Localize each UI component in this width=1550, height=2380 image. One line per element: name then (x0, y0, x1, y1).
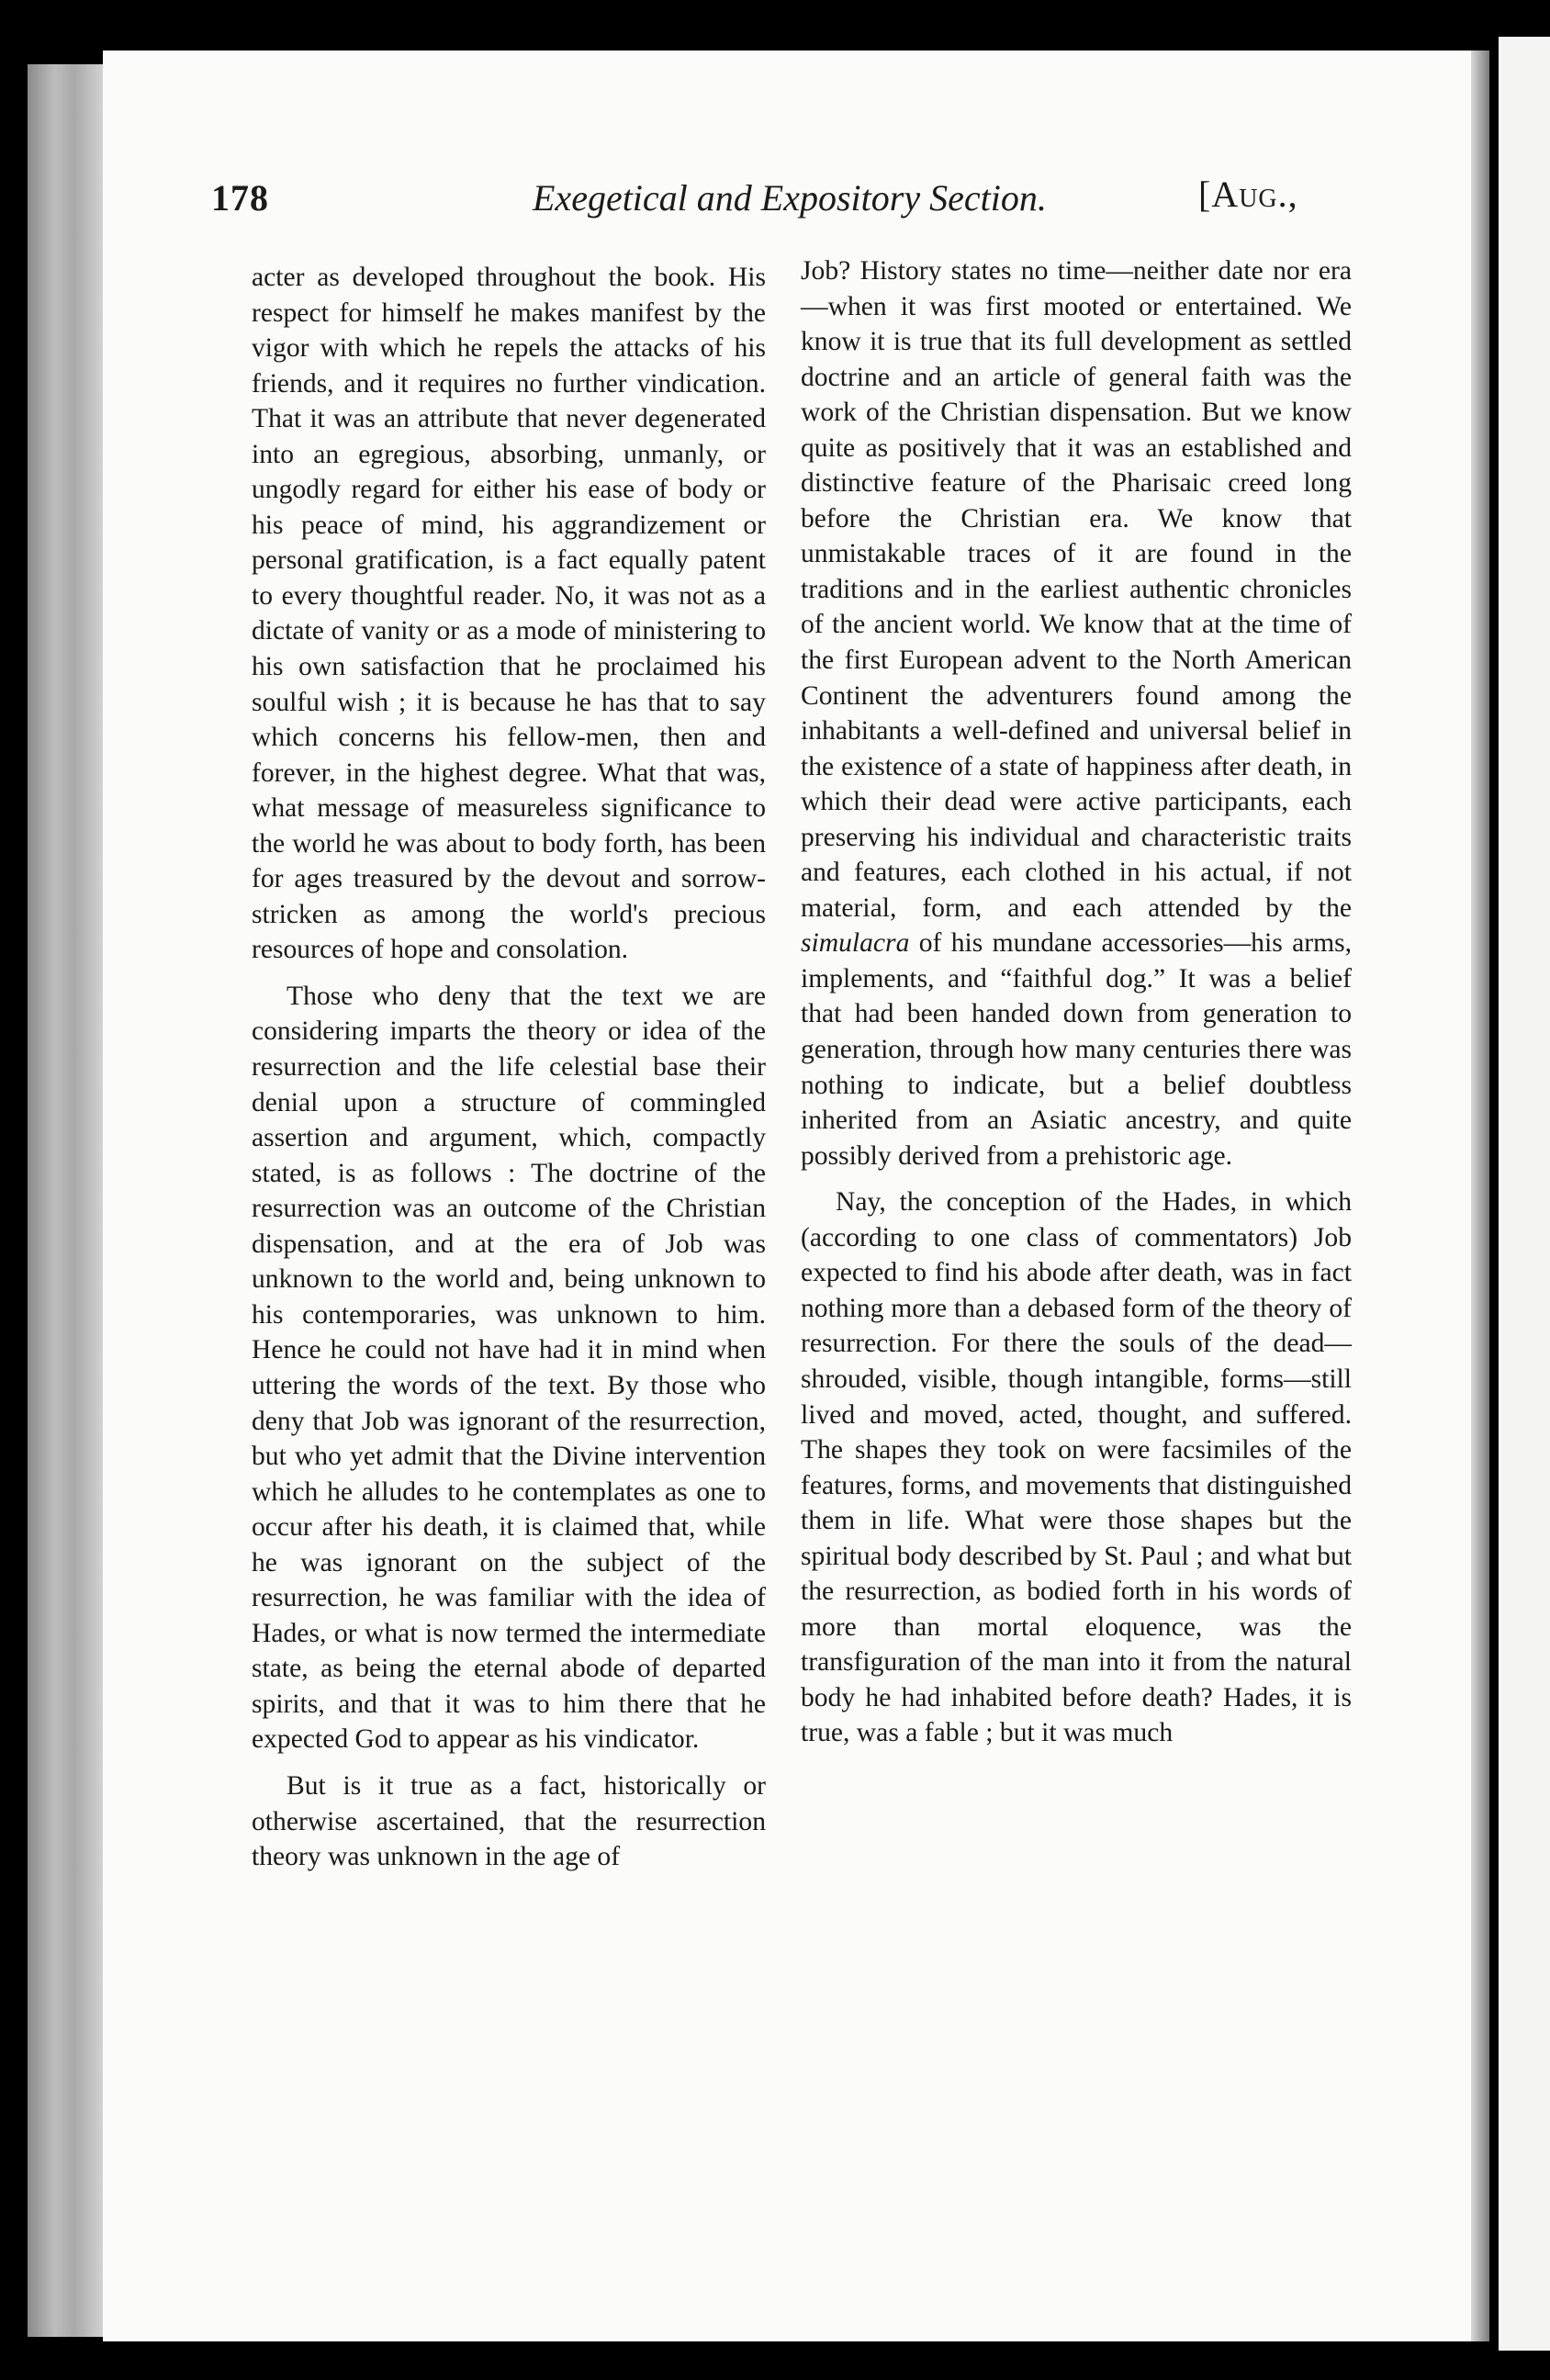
page-number: 178 (211, 177, 269, 219)
left-paragraph-1: acter as developed throughout the book. His respect for himself he makes manifest by the vigor with which he repels the attacks of his friends, and it requires no further vindication. That it was an attribute that never degenerated into an egregious, absorbing, unmanly, or ungodly regard for either his ease of body or his peace of mind, his aggrandizement or personal gratification, is a fact equally patent to every thoughtful reader. No, it was not as a dictate of vanity or as a mode of ministering to his own satisfaction that he proclaimed his soulful wish ; it is because he has that to say which concerns his fellow-men, then and forever, in the highest degree. What that was, what message of measureless significance to the world he was about to body forth, has been for ages treasured by the devout and sorrow-stricken as among the world's precious resources of hope and consolation. (252, 263, 766, 965)
section-title: Exegetical and Expository Section. (533, 177, 1047, 219)
right-paragraph-1 (801, 253, 1352, 1173)
page-edge-shadow (1471, 51, 1489, 2341)
running-head (211, 176, 1405, 241)
right-paragraph-1-part-a: Job? History states no time—neither date nor era—when it was first mooted or entertained. We know it is true that its full development as settled doctrine and an article of general faith was the work of the Christian dispensation. But we know quite as positively that it was an established and distinctive feature of the Pharisaic creed long before the Christian era. We know that unmistakable traces of it are found in the traditions and in the earliest authentic chronicles of the ancient world. We know that at the time of the first European advent to the North American Continent the adventurers found among the inhabitants a well-defined and universal belief in the existence of a state of happiness after death, in which their dead were active participants, each preserving his individual and characteristic traits and features, each clothed in his actual, if not material, form, and each attended by the (801, 256, 1352, 923)
right-column (801, 253, 1352, 1751)
italic-term: simulacra (801, 928, 910, 959)
scan-binding-strip (28, 64, 106, 2337)
issue-date: [Aug., (1198, 174, 1298, 215)
left-column (252, 260, 766, 1875)
right-paragraph-2: Nay, the conception of the Hades, in which (according to one class of commentators) Job expected to find his abode after death, was in fact nothing more than a debased form of the theory of resurrection. For there the souls of the dead—shrouded, visible, though intangible, forms—still lived and moved, acted, thought, and suffered. The shapes they took on were facsimiles of the features, forms, and movements that distinguished them in life. What were those shapes but the spiritual body described by St. Paul ; and what but the resurrection, as bodied forth in his words of more than mortal eloquence, was the transfiguration of the man into it from the natural body he had inhabited before death? Hades, it is true, was a fable ; but it was much (801, 1187, 1352, 1748)
left-paragraph-2: Those who deny that the text we are considering imparts the theory or idea of the resurrection and the life celestial base their denial upon a structure of commingled assertion and argument, which, compactly stated, is as follows : The doctrine of the resurrection was an outcome of the Christian dispensation, and at the era of Job was unknown to the world and, being unknown to his contemporaries, was unknown to him. Hence he could not have had it in mind when uttering the words of the text. By those who deny that Job was ignorant of the resurrection, but who yet admit that the Divine intervention which he alludes to he contemplates as one to occur after his death, it is claimed that, while he was ignorant on the subject of the resurrection, he was familiar with the idea of Hades, or what is now termed the intermediate state, as being the eternal abode of departed spirits, and that it was to him there that he expected God to appear as his vindicator. (252, 981, 766, 1755)
left-paragraph-3: But is it true as a fact, historically or otherwise ascertained, that the resurrection theory was unknown in the age of (252, 1770, 766, 1872)
right-paragraph-1-part-b: of his mundane accessories—his arms, implements, and “faithful dog.” It was a belief that had been handed down from generation to generation, through how many centuries there was nothing to indicate, but a belief doubtless inherited from an Asiatic ancestry, and quite possibly derived from a prehistoric age. (801, 928, 1352, 1171)
adjacent-page-sliver (1499, 37, 1550, 2351)
